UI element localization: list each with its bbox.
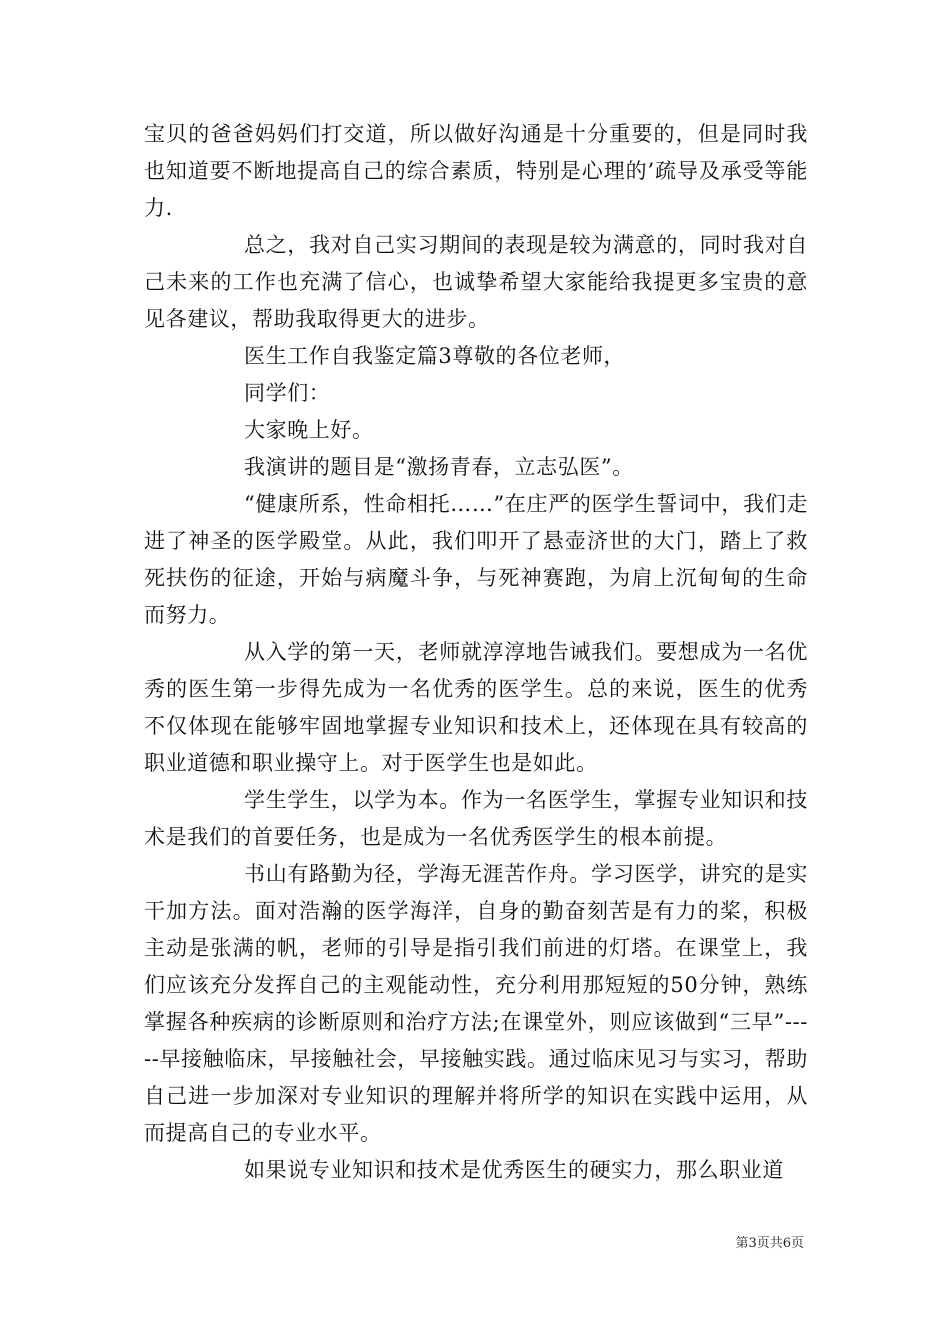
paragraph-11: 如果说专业知识和技术是优秀医生的硬实力，那么职业道 — [244, 1158, 784, 1182]
paragraph-7: “健康所系，性命相托……”在庄严的医学生誓词中，我们走进了神圣的医学殿堂。从此，我们叩开了悬壶济世的大门，踏上了救死扶伤的征途，开始与病魔斗争，与死神赛跑，为肩上沉甸甸的生命而努力。 — [144, 492, 808, 627]
paragraph-10: 书山有路勤为径，学海无涯苦作舟。学习医学，讲究的是实干加方法。面对浩瀚的医学海洋，自身的勤奋刻苦是有力的桨，积极主动是张满的帆，老师的引导是指引我们前进的灯塔。在课堂上，我们应该充分发挥自己的主观能动性，充分利用那短短的50分钟，熟练掌握各种疾病的诊断原则和治疗方法;在课堂外，则应该做到“三早”-----早接触临床，早接触社会，早接触实践。通过临床见习与实习，帮助自己进一步加深对专业知识的理解并将所学的知识在实践中运用，从而提高自己的专业水平。 — [144, 862, 808, 1145]
paragraph-2: 总之，我对自己实习期间的表现是较为满意的，同时我对自己未来的工作也充满了信心，也诚挚希望大家能给我提更多宝贵的意见各建议，帮助我取得更大的进步。 — [144, 233, 808, 331]
paragraph-4: 同学们： — [244, 381, 331, 405]
paragraph-8: 从入学的第一天，老师就淳淳地告诫我们。要想成为一名优秀的医生第一步得先成为一名优秀的医学生。总的来说，医生的优秀不仅体现在能够牢固地掌握专业知识和技术上，还体现在具有较高的职业道德和职业操守上。对于医学生也是如此。 — [144, 640, 808, 775]
paragraph-6: 我演讲的题目是“激扬青春，立志弘医”。 — [244, 455, 634, 479]
paragraph-1: 宝贝的爸爸妈妈们打交道，所以做好沟通是十分重要的，但是同时我也知道要不断地提高自己的综合素质，特别是心理的’疏导及承受等能力. — [144, 122, 808, 220]
paragraph-9: 学生学生，以学为本。作为一名医学生，掌握专业知识和技术是我们的首要任务，也是成为一名优秀医学生的根本前提。 — [144, 788, 808, 849]
paragraph-3: 医生工作自我鉴定篇3尊敬的各位老师， — [244, 344, 626, 368]
paragraph-5: 大家晚上好。 — [244, 418, 374, 442]
document-body — [144, 116, 808, 1189]
page-number: 第3页共6页 — [735, 1236, 804, 1251]
